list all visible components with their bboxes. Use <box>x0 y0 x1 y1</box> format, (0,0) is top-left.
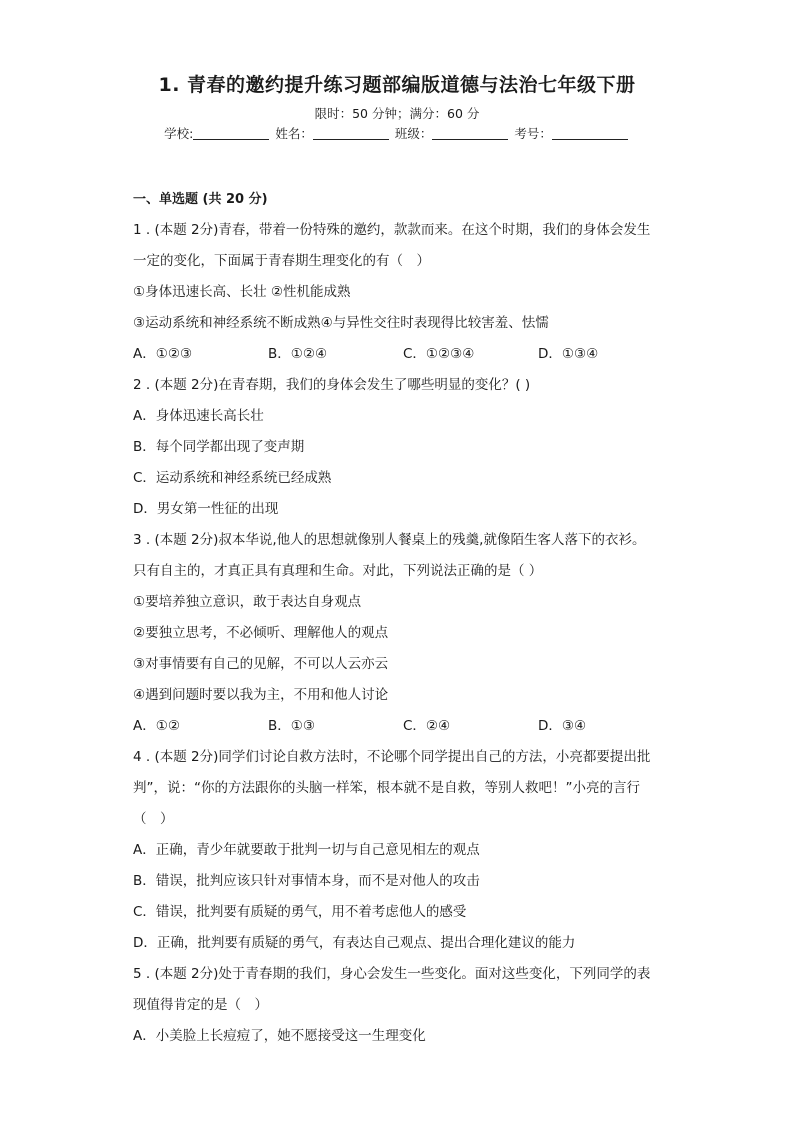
question-4-line-3: （ ） <box>133 811 174 827</box>
section-heading: 一、单选题 (共 20 分) <box>133 192 268 207</box>
question-3-line-1: 3 . (本题 2分)叔本华说,他人的思想就像别人餐桌上的残羹,就像陌生客人落下的衣衫。 <box>133 532 646 548</box>
name-label: 姓名： <box>275 126 313 141</box>
school-blank <box>193 127 269 140</box>
question-2-option-b: B．每个同学都出现了变声期 <box>133 439 305 455</box>
school-label: 学校: <box>164 126 194 141</box>
question-3-statement-2: ②要独立思考，不必倾听、理解他人的观点 <box>133 625 389 641</box>
exam-number-label: 考号： <box>514 126 552 141</box>
question-4-option-d: D．正确，批判要有质疑的勇气，有表达自己观点、提出合理化建议的能力 <box>133 935 576 951</box>
question-3-statement-4: ④遇到问题时要以我为主，不用和他人讨论 <box>133 687 389 703</box>
class-label: 班级： <box>394 126 433 141</box>
option-b: B．①③ <box>268 718 315 734</box>
question-5-option-a: A．小美脸上长痘痘了，她不愿接受这一生理变化 <box>133 1028 426 1044</box>
question-4-line-2: 判”，说：“你的方法跟你的头脑一样笨，根本就不是自救，等别人救吧！”小亮的言行 <box>133 780 640 796</box>
question-2-option-c: C．运动系统和神经系统已经成熟 <box>133 470 332 486</box>
question-5-line-2: 现值得肯定的是（ ） <box>133 997 268 1013</box>
option-c: C．②④ <box>403 718 451 734</box>
question-1-statement-2: ③运动系统和神经系统不断成熟④与异性交往时表现得比较害羞、怯懦 <box>133 315 549 331</box>
question-3-options <box>133 711 673 742</box>
class-blank <box>432 127 508 140</box>
option-d: D．①③④ <box>538 346 599 362</box>
question-4-option-b: B．错误，批判应该只针对事情本身，而不是对他人的攻击 <box>133 873 480 889</box>
question-2-line-1: 2 . (本题 2分)在青春期，我们的身体会发生了哪些明显的变化？( ) <box>133 377 531 393</box>
page-title: 1. 青春的邀约提升练习题部编版道德与法治七年级下册 <box>158 74 636 96</box>
exam-subtitle: 限时：50 分钟；满分：60 分 <box>314 106 480 121</box>
option-a: A．①② <box>133 718 180 734</box>
question-1-options <box>133 339 673 370</box>
question-4-line-1: 4 . (本题 2分)同学们讨论自救方法时，不论哪个同学提出自己的方法，小亮都要提出批 <box>133 749 651 765</box>
question-1-statement-1: ①身体迅速长高、长壮 ②性机能成熟 <box>133 284 351 300</box>
option-b: B．①②④ <box>268 346 328 362</box>
question-5-line-1: 5 . (本题 2分)处于青春期的我们，身心会发生一些变化。面对这些变化，下列同学的表 <box>133 966 651 982</box>
question-3-line-2: 只有自主的，才真正具有真理和生命。对此，下列说法正确的是（ ） <box>133 563 543 579</box>
question-4-option-c: C．错误，批判要有质疑的勇气，用不着考虑他人的感受 <box>133 904 467 920</box>
question-1-line-2: 一定的变化，下面属于青春期生理变化的有（ ） <box>133 253 430 269</box>
student-info-line <box>0 124 794 142</box>
question-3-statement-3: ③对事情要有自己的见解，不可以人云亦云 <box>133 656 389 672</box>
exam-number-blank <box>552 127 628 140</box>
option-d: D．③④ <box>538 718 587 734</box>
option-c: C．①②③④ <box>403 346 475 362</box>
question-4-option-a: A．正确，青少年就要敢于批判一切与自己意见相左的观点 <box>133 842 480 858</box>
name-blank <box>313 127 389 140</box>
question-3-statement-1: ①要培养独立意识，敢于表达自身观点 <box>133 594 362 610</box>
option-a: A．①②③ <box>133 346 193 362</box>
question-list <box>133 184 673 1052</box>
question-2-option-a: A．身体迅速长高长壮 <box>133 408 264 424</box>
question-1-line-1: 1 . (本题 2分)青春，带着一份特殊的邀约，款款而来。在这个时期，我们的身体会发生 <box>133 222 651 238</box>
question-2-option-d: D．男女第一性征的出现 <box>133 501 279 517</box>
